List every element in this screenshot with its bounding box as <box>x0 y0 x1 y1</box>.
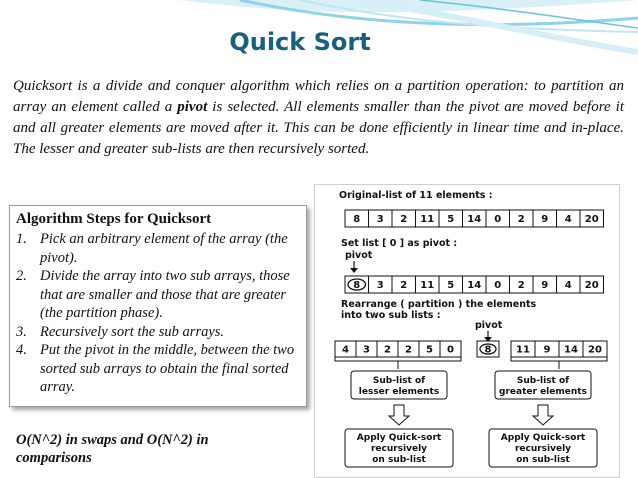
rearrange-label-line2: into two sub lists : <box>341 310 441 321</box>
pivot-arrow-head <box>350 268 358 273</box>
rearrange-label-line1: Rearrange ( partition ) the elements <box>341 299 537 310</box>
down-arrow-left-icon <box>389 405 409 425</box>
greater-box-line2: greater elements <box>499 387 587 397</box>
pivot-word-label: pivot <box>345 250 373 261</box>
pivot-cell <box>477 341 499 357</box>
list-cell-value: 11 <box>420 280 435 291</box>
list-cell-value: 0 <box>494 280 502 291</box>
apply-left-line3: on sub-list <box>372 455 426 465</box>
list-cell-value: 2 <box>400 214 408 225</box>
greater-list-row <box>511 341 607 357</box>
complexity-note: O(N^2) in swaps and O(N^2) in comparisons <box>16 432 209 466</box>
list-cell-value: 8 <box>484 344 492 356</box>
original-list-label: Original-list of 11 elements : <box>339 190 493 201</box>
list-cell-value: 20 <box>584 214 599 225</box>
list-cell-value: 4 <box>564 280 572 291</box>
list-cell-value: 2 <box>517 280 525 291</box>
apply-right-line1: Apply Quick-sort <box>500 433 586 443</box>
list-cell-value: 4 <box>342 344 349 356</box>
list-cell-value: 5 <box>426 344 433 356</box>
list-cell-value: 2 <box>400 280 408 291</box>
list-cell-value: 20 <box>588 344 602 356</box>
apply-left-line1: Apply Quick-sort <box>356 433 442 443</box>
apply-right-line2: recursively <box>514 444 572 454</box>
set-pivot-label: Set list [ 0 ] as pivot : <box>341 238 458 249</box>
list-cell-value: 3 <box>376 214 384 225</box>
algorithm-steps-box <box>9 205 307 407</box>
greater-box-line1: Sub-list of <box>516 376 570 386</box>
list-cell-value: 9 <box>541 214 549 225</box>
list-cell-value: 5 <box>447 280 455 291</box>
list-cell-value: 14 <box>467 280 482 291</box>
apply-right-line3: on sub-list <box>516 455 570 465</box>
list-cell-value: 14 <box>467 214 482 225</box>
list-cell-value: 0 <box>447 344 454 356</box>
step-item: 2. Divide the array into two sub arrays, those that are smaller and those that are greater (the partition phase). <box>16 268 290 321</box>
list-cell-value: 4 <box>564 214 572 225</box>
list-cell-value: 3 <box>376 280 384 291</box>
list-cell-value: 9 <box>543 344 551 356</box>
intro-paragraph: Quicksort is a divide and conquer algorithm which relies on a partition operation: to partition an array an element called a pivot is selected. All elements smaller than the pivot are moved before it and all greater elements are moved after it. This can be done efficiently in linear time and in-place. The lesser and greater sub-lists are then recursively sorted. <box>13 78 625 157</box>
steps-heading: Algorithm Steps for Quicksort <box>16 211 212 227</box>
list-cell-value: 0 <box>494 214 502 225</box>
list-cell-value: 9 <box>541 280 549 291</box>
step-item: 3. Recursively sort the sub arrays. <box>16 323 225 340</box>
list-cell-value: 5 <box>447 214 455 225</box>
steps-list <box>16 230 299 397</box>
list-cell-value: 3 <box>363 344 370 356</box>
list-cell-value: 20 <box>584 280 599 291</box>
lesser-box-line2: lesser elements <box>358 387 440 397</box>
list-cell-value: 8 <box>353 214 361 225</box>
apply-left-line2: recursively <box>370 444 428 454</box>
lesser-list-row <box>335 341 461 357</box>
list-cell-value: 2 <box>384 344 391 356</box>
list-cell-value: 14 <box>564 344 578 356</box>
list-cell-value: 2 <box>517 214 525 225</box>
list-cell-value: 11 <box>516 344 530 356</box>
quicksort-diagram <box>314 184 620 478</box>
page-title: Quick Sort <box>229 28 371 56</box>
down-arrow-right-icon <box>533 405 553 425</box>
list-cell-value: 11 <box>420 214 435 225</box>
step-item: 4. Put the pivot in the middle, between the two sorted sub arrays to obtain the final sorted array. <box>16 342 295 395</box>
pivot-list-row <box>345 276 604 293</box>
lesser-box-line1: Sub-list of <box>372 376 426 386</box>
step-item: 1. Pick an arbitrary element of the array (the pivot). <box>16 231 288 266</box>
list-cell-value: 2 <box>405 344 412 356</box>
original-list-row <box>345 210 604 227</box>
pivot-word-label-2: pivot <box>475 320 503 331</box>
quicksort-diagram-svg <box>315 185 619 477</box>
list-cell-value: 8 <box>353 280 361 291</box>
